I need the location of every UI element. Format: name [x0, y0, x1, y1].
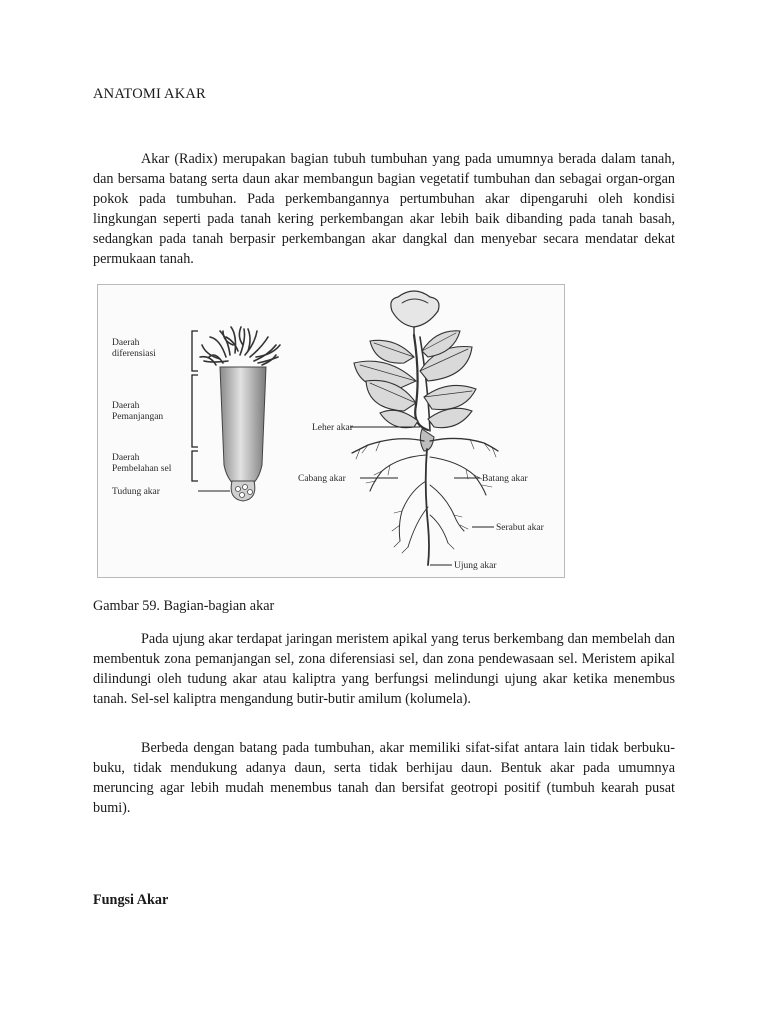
figure-caption: Gambar 59. Bagian-bagian akar	[93, 598, 275, 614]
paragraph-root-properties: Berbeda dengan batang pada tumbuhan, akar memiliki sifat-sifat antara lain tidak berbuku-buku, tidak mendukung adanya daun, serta tidak berhijau daun. Bentuk akar pada umumnya meruncing agar lebih mudah menembus tanah dan bersifat geotropi positif (tumbuh kearah pusat bumi).	[93, 740, 675, 816]
paragraph-meristem: Pada ujung akar terdapat jaringan meristem apikal yang terus berkembang dan membelah dan membentuk zona pemanjangan sel, zona diferensiasi sel, dan zona pendewasaan sel. Meristem apikal dilindungi oleh tudung akar atau kaliptra yang berfungsi melindungi ujung akar ketika menembus tanah. Sel-sel kaliptra mengandung butir-butir amilum (kolumela).	[93, 631, 675, 707]
root-tip-illustration	[200, 327, 280, 501]
page-title: ANATOMI AKAR	[93, 86, 206, 102]
label-fibrous-root: Serabut akar	[496, 523, 544, 533]
label-zone-differentiation-2: diferensiasi	[112, 349, 156, 359]
label-zone-elongation-2: Pemanjangan	[112, 412, 164, 422]
label-zone-division-2: Pembelahan sel	[112, 464, 172, 474]
label-zone-elongation: Daerah	[112, 401, 140, 411]
root-diagram	[98, 285, 566, 579]
label-lateral-root: Cabang akar	[298, 474, 346, 484]
root-hairs	[200, 327, 280, 365]
label-zone-differentiation: Daerah	[112, 338, 140, 348]
label-zone-division: Daerah	[112, 453, 140, 463]
plant-illustration	[352, 291, 498, 565]
label-root-tip: Ujung akar	[454, 561, 497, 571]
label-root-cap: Tudung akar	[112, 487, 160, 497]
root-anatomy-figure	[97, 284, 565, 578]
section-heading: Fungsi Akar	[93, 892, 169, 908]
label-taproot: Batang akar	[482, 474, 528, 484]
paragraph-intro: Akar (Radix) merupakan bagian tubuh tumbuhan yang pada umumnya berada dalam tanah, dan bersama batang serta daun akar membangun bagian vegetatif tumbuhan dan sebagai organ-organ pokok pada tumbuhan. Pada perkembangannya pertumbuhan akar dipengaruhi oleh kondisi lingkungan seperti pada tanah kering perkembangan akar lebih baik dibanding pada tanah basah, sedangkan pada tanah berpasir perkembangan akar dangkal dan menyebar secara mendatar dekat permukaan tanah.	[93, 151, 675, 267]
label-root-collar: Leher akar	[312, 423, 353, 433]
